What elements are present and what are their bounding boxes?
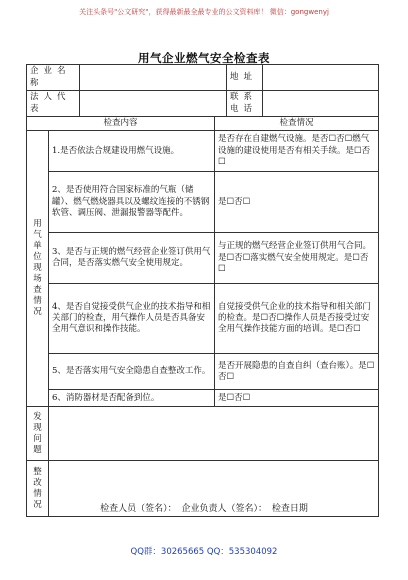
check-item-content: 4、是否自觉接受供气企业的技术指导和相关部门的检查，用气操作人员是否具备安全用气意识和操作技能。 <box>49 284 215 354</box>
site-inspection-label: 用气单位现场查情况 <box>27 131 49 407</box>
rectification-label: 整改情况 <box>27 461 49 517</box>
check-item-content: 5、是否落实用气安全隐患自查整改工作。 <box>49 354 215 390</box>
check-item-status: 是否存在自建燃气设施。是否☐否☐燃气设施的建设使用是否有相关手续。是☐否☐ <box>215 131 379 172</box>
inspection-table <box>26 64 379 517</box>
table-row <box>27 131 379 172</box>
legal-rep-field[interactable] <box>80 91 227 117</box>
check-item-content: 6、消防器材是否配备到位。 <box>49 390 215 407</box>
check-item-status: 是☐否☐ <box>215 172 379 233</box>
found-issues-field[interactable] <box>49 407 379 461</box>
column-header-row <box>27 117 379 131</box>
company-name-field[interactable] <box>80 65 227 91</box>
top-banner: 关注头条号"公文研究"，获得最新最全最专业的公文资料库！ 微信：gongwenyj <box>79 8 329 16</box>
check-item-status: 自觉接受供气企业的技术指导和相关部门的检查。是☐否☐操作人员是否接受过安全用气操作技能方面的培训。是☐否☐ <box>215 284 379 354</box>
page-title: 用气企业燃气安全检查表 <box>138 51 270 65</box>
qq-contact: QQ群：30265665 QQ：535304092 <box>130 547 278 557</box>
table-row <box>27 284 379 354</box>
legal-rep-label: 法人代表 <box>27 91 80 117</box>
check-item-content: 1.是否依法合规建设用燃气设施。 <box>49 131 215 172</box>
check-item-status: 是☐否☐ <box>215 390 379 407</box>
table-row <box>27 354 379 390</box>
found-issues-row <box>27 407 379 461</box>
phone-label: 联系电话 <box>227 91 263 117</box>
check-item-content: 2、是否使用符合国家标准的气瓶（储罐）、燃气燃烧器具以及螺纹连接的不锈钢软管、调压阀、泄漏报警器等配件。 <box>49 172 215 233</box>
table-row <box>27 390 379 407</box>
address-label: 地址 <box>227 65 263 91</box>
content-column-header: 检查内容 <box>27 117 215 131</box>
signature-line: 检查人员（签名）： 企业负责人（签名）： 检查日期 <box>100 504 308 514</box>
check-item-content: 3、是否与正规的燃气经营企业签订供用气合同，是否落实燃气安全使用规定。 <box>49 233 215 284</box>
table-row <box>27 233 379 284</box>
table-row <box>27 172 379 233</box>
status-column-header: 检查情况 <box>215 117 379 131</box>
legal-rep-row <box>27 91 379 117</box>
company-row <box>27 65 379 91</box>
found-issues-label: 发现问题 <box>27 407 49 461</box>
check-item-status: 是否开展隐患的自查自纠（查台账）。是☐否☐ <box>215 354 379 390</box>
address-field[interactable] <box>263 65 379 91</box>
company-name-label: 企业名称 <box>27 65 80 91</box>
phone-field[interactable] <box>263 91 379 117</box>
check-item-status: 与正规的燃气经营企业签订供用气合同。是☐否☐落实燃气安全使用规定。是☐否☐ <box>215 233 379 284</box>
